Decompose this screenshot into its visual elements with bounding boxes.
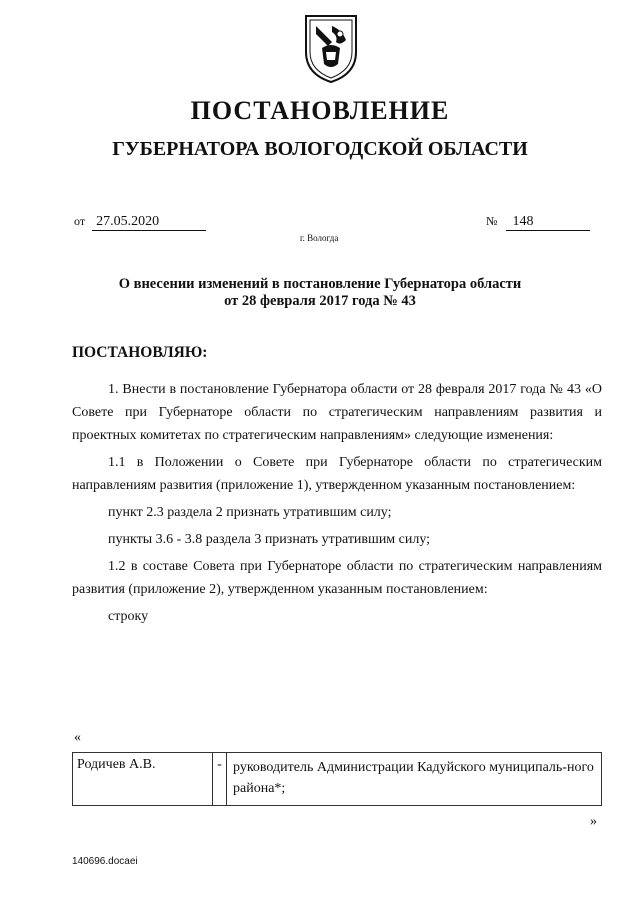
paragraph-1: 1. Внести в постановление Губернатора области от 28 февраля 2017 года № 43 «О Совете при Губернаторе области по стратегическим направлениям развития и проектных комитетах по стратегическим направлениям» следующие изменения: [72,382,602,443]
document-body [72,378,602,632]
quote-open: « [74,730,81,745]
city-label: г. Вологда [300,233,339,243]
decree-heading: ПОСТАНОВЛЯЮ: [72,344,208,361]
subject-line-2: от 28 февраля 2017 года № 43 [224,293,416,309]
number-label: № [486,214,498,228]
subject-line-1: О внесении изменений в постановление Губернатора области [118,276,522,292]
paragraph-1-2: 1.2 в составе Совета при Губернаторе области по стратегическим направлениям развития (приложение 2), утвержденном указанным постановлением: [72,559,602,597]
document-issuer: ГУБЕРНАТОРА ВОЛОГОДСКОЙ ОБЛАСТИ [112,138,528,160]
paragraph-item-3-6: пункты 3.6 - 3.8 раздела 3 признать утратившим силу; [108,532,431,547]
number-field [486,214,590,231]
date-value: 27.05.2020 [92,214,206,231]
number-value: 148 [506,214,590,231]
member-name: Родичев А.В. [73,753,213,805]
paragraph-1-1: 1.1 в Положении о Совете при Губернаторе области по стратегическим направлениям развития (приложение 1), утвержденном указанным постановлением: [72,455,602,493]
table-row [72,752,602,806]
document-title: ПОСТАНОВЛЕНИЕ [190,96,450,125]
coat-of-arms-emblem [302,12,360,84]
date-field [74,214,206,231]
document-subject [100,276,540,310]
document-file-id: 140696.docaei [72,856,138,867]
row-dash: - [213,753,227,805]
quote-close: » [590,814,597,829]
date-label: от [74,214,86,228]
paragraph-line-word: строку [108,609,149,624]
member-position: руководитель Администрации Кадуйского муниципаль-ного района*; [233,760,594,796]
paragraph-item-2-3: пункт 2.3 раздела 2 признать утратившим силу; [108,505,392,520]
